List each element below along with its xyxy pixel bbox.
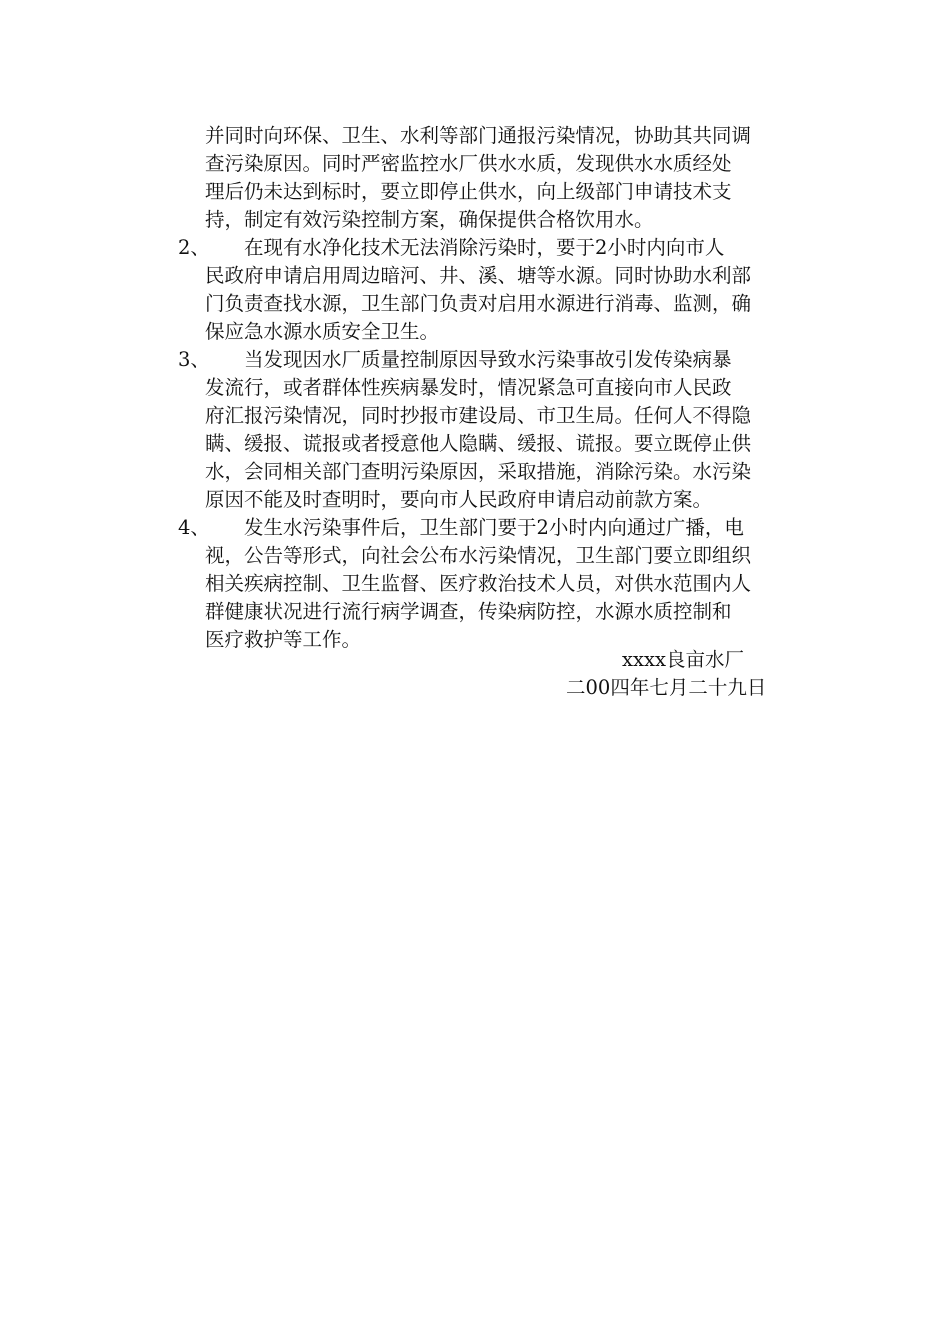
paragraph-line: 并同时向环保、卫生、水利等部门通报污染情况，协助其共同调 [205, 124, 752, 147]
paragraph-line: 发流行，或者群体性疾病暴发时，情况紧急可直接向市人民政 [205, 376, 732, 399]
paragraph-line: 原因不能及时查明时，要向市人民政府申请启动前款方案。 [205, 488, 713, 511]
paragraph-line: 门负责查找水源，卫生部门负责对启用水源进行消毒、监测，确 [205, 292, 752, 315]
paragraph-line: 民政府申请启用周边暗河、井、溪、塘等水源。同时协助水利部 [205, 264, 752, 287]
item-number: 4、 [178, 516, 210, 539]
signature-date: 二00四年七月二十九日 [566, 676, 767, 699]
item-number: 2、 [178, 236, 210, 259]
paragraph-line: 群健康状况进行流行病学调查，传染病防控，水源水质控制和 [205, 600, 732, 623]
paragraph-line: 医疗救护等工作。 [205, 628, 362, 651]
paragraph-line: 府汇报污染情况，同时抄报市建设局、市卫生局。任何人不得隐 [205, 404, 752, 427]
item-number: 3、 [178, 348, 210, 371]
paragraph-line: 在现有水净化技术无法消除污染时，要于2小时内向市人 [244, 236, 725, 259]
paragraph-line: 瞒、缓报、谎报或者授意他人隐瞒、缓报、谎报。要立既停止供 [205, 432, 752, 455]
paragraph-line: 保应急水源水质安全卫生。 [205, 320, 440, 343]
paragraph-line: 查污染原因。同时严密监控水厂供水水质，发现供水水质经处 [205, 152, 732, 175]
paragraph-line: 持，制定有效污染控制方案，确保提供合格饮用水。 [205, 208, 654, 231]
paragraph-line: 当发现因水厂质量控制原因导致水污染事故引发传染病暴 [244, 348, 732, 371]
signature-organization: xxxx良亩水厂 [622, 648, 744, 671]
paragraph-line: 视，公告等形式，向社会公布水污染情况，卫生部门要立即组织 [205, 544, 752, 567]
paragraph-line: 水，会同相关部门查明污染原因，采取措施，消除污染。水污染 [205, 460, 752, 483]
paragraph-line: 发生水污染事件后，卫生部门要于2小时内向通过广播，电 [244, 516, 744, 539]
paragraph-line: 相关疾病控制、卫生监督、医疗救治技术人员，对供水范围内人 [205, 572, 752, 595]
paragraph-line: 理后仍未达到标时，要立即停止供水，向上级部门申请技术支 [205, 180, 732, 203]
